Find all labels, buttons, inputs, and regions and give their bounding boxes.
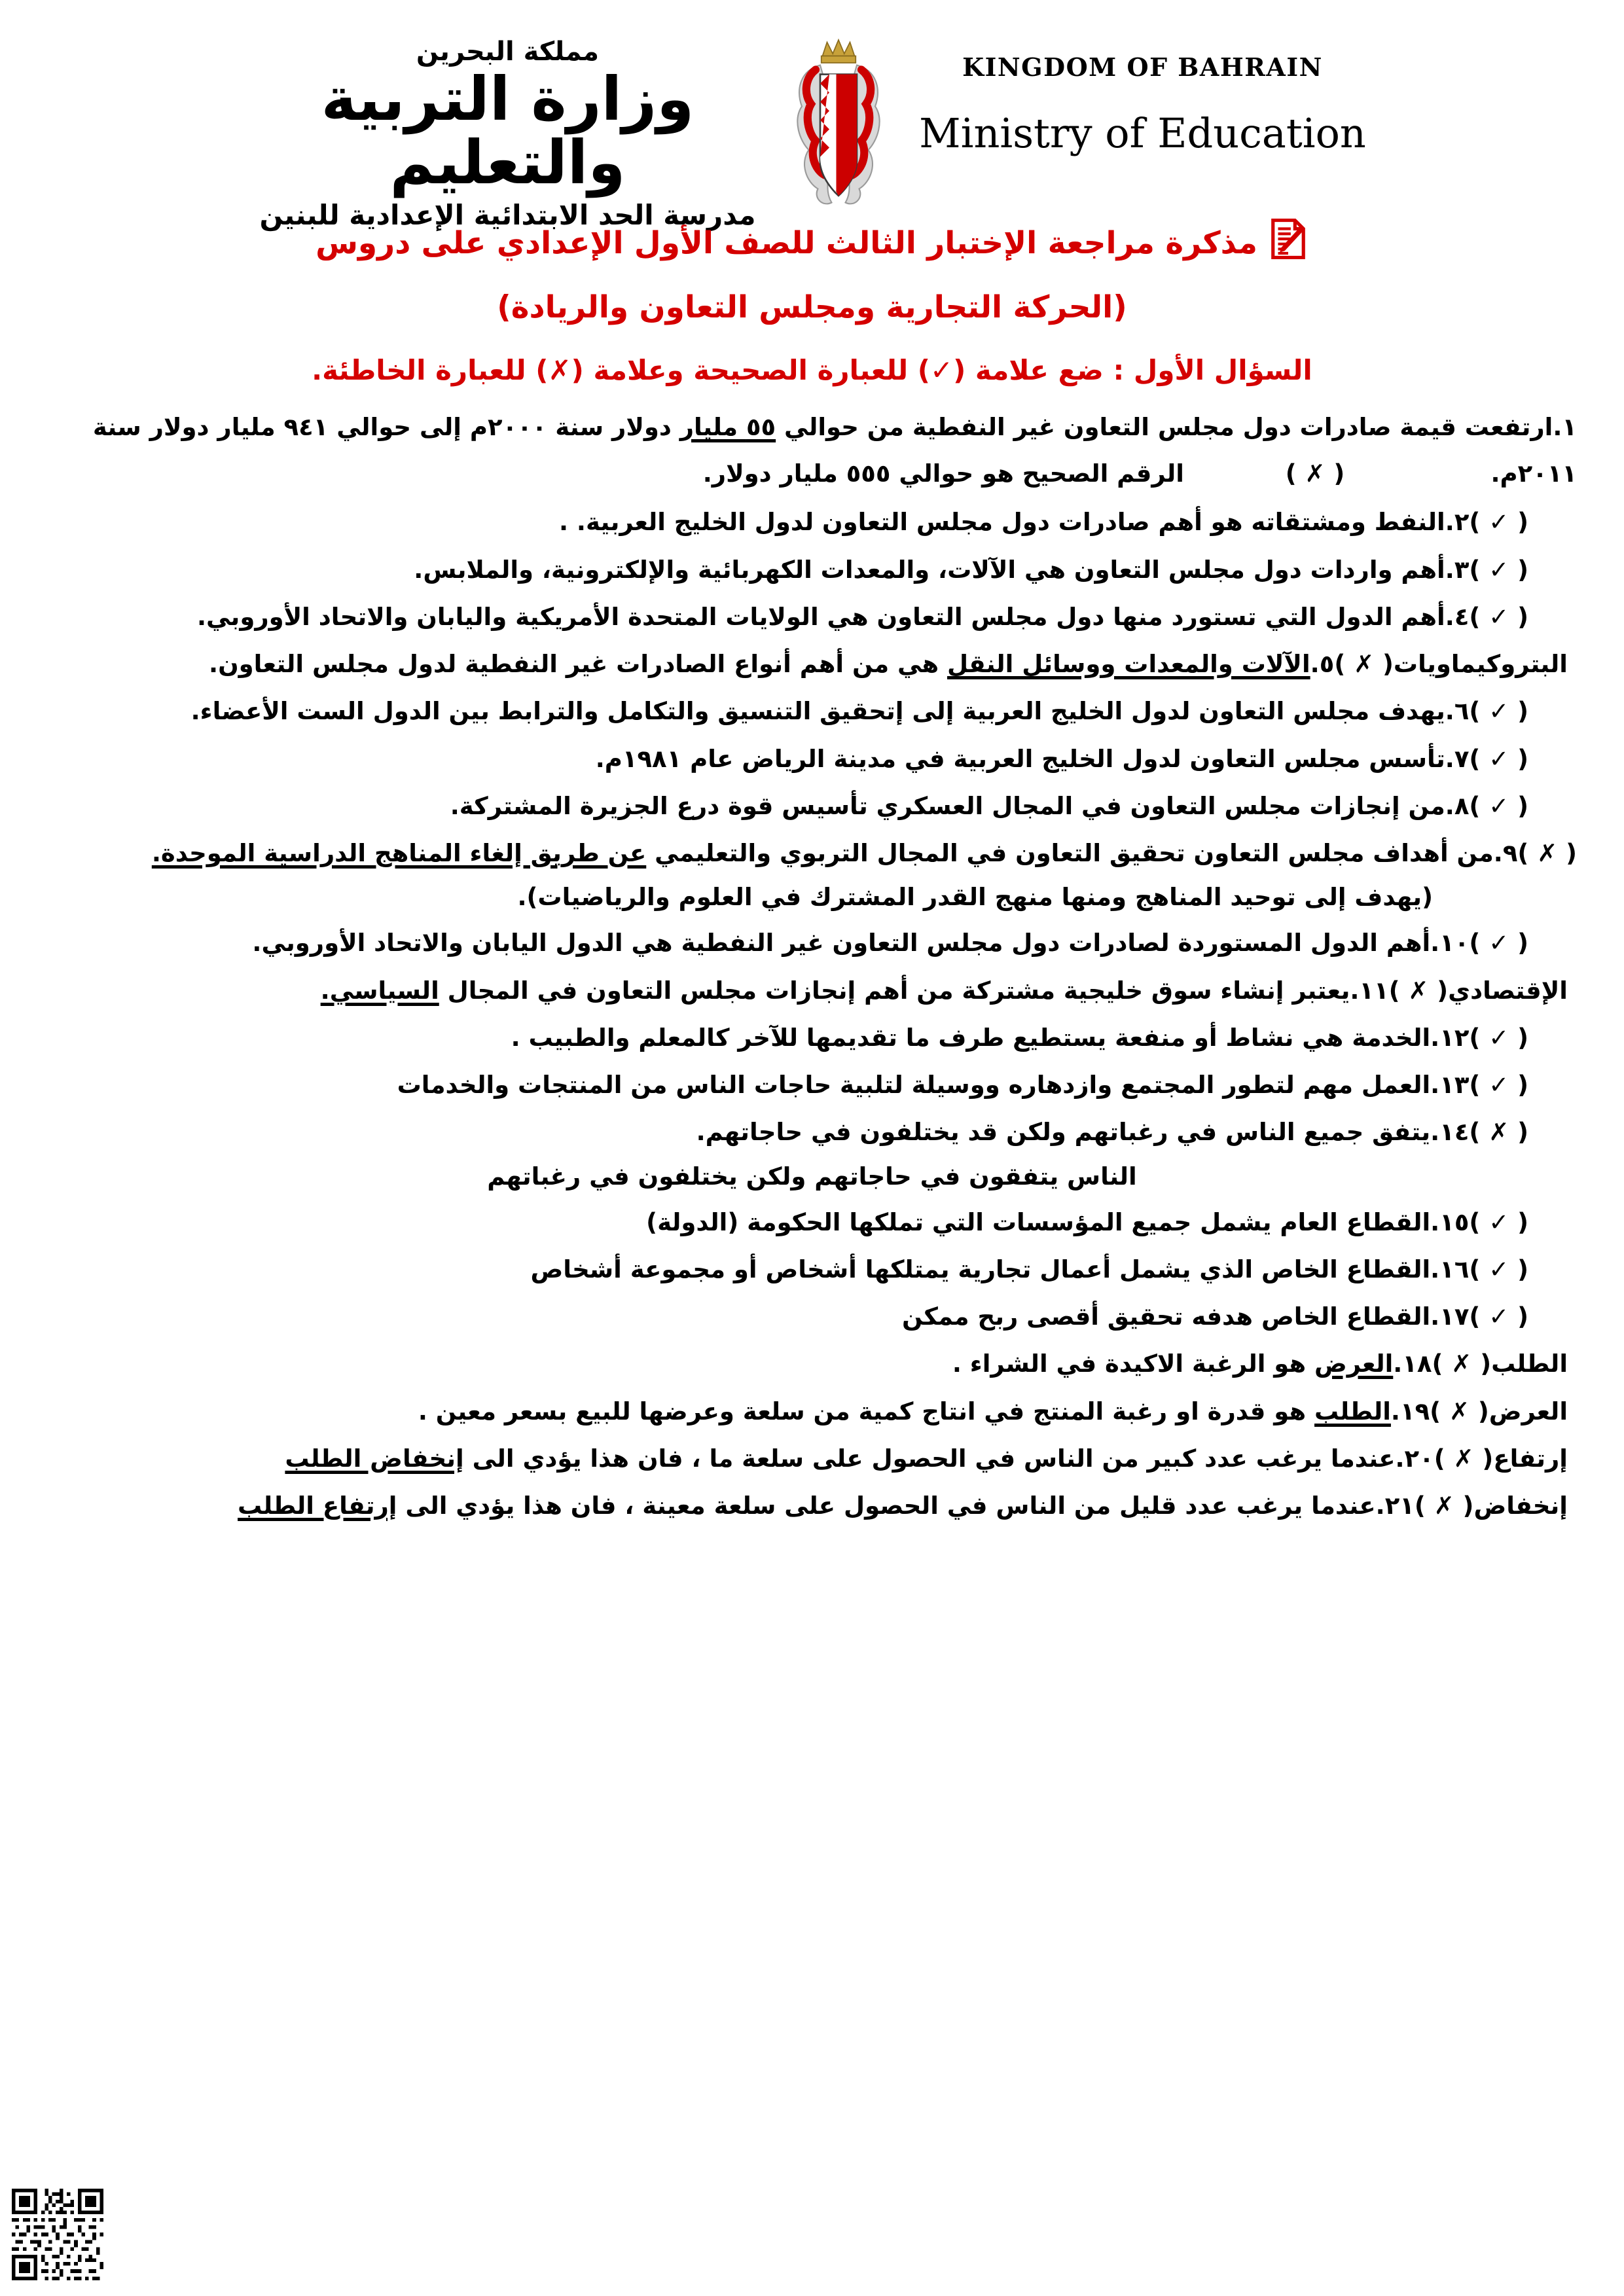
answer-mark[interactable]: ( ✗ ) xyxy=(1388,976,1449,1005)
question-text xyxy=(47,1117,1469,1147)
question-text xyxy=(47,1208,1469,1238)
question-text xyxy=(47,1349,1432,1379)
question-number: ١٩. xyxy=(1390,1397,1430,1426)
question-text xyxy=(47,928,1469,958)
question-number: ١١. xyxy=(1350,976,1389,1005)
question-number: ٢٠. xyxy=(1395,1444,1434,1473)
question-text xyxy=(47,1397,1430,1427)
question-text xyxy=(47,1070,1469,1100)
question-body: النفط ومشتقاته هو أهم صادرات دول مجلس التعاون لدول الخليج العربية. . xyxy=(558,508,1445,537)
question-body: العمل مهم لتطور المجتمع وازدهاره ووسيلة لتلبية حاجات الناس من المنتجات والخدمات xyxy=(397,1071,1431,1099)
question-number: ٨. xyxy=(1445,791,1470,820)
question-body: تأسس مجلس التعاون لدول الخليج العربية في مدينة الرياض عام ١٩٨١م. xyxy=(595,744,1445,773)
answer-mark[interactable]: ( ✓ ) xyxy=(1469,555,1528,584)
question-item xyxy=(47,555,1577,585)
question-1-second-line xyxy=(47,459,1577,488)
question-14-correction-note: الناس يتفقون في حاجاتهم ولكن يختلفون في رغباتهم xyxy=(487,1162,1137,1191)
question-body: هو قدرة او رغبة المنتج في انتاج كمية من سلعة وعرضها للبيع بسعر معين . xyxy=(418,1397,1315,1426)
underlined-value: إرتفاع الطلب xyxy=(238,1492,397,1520)
answer-mark[interactable]: ( ✓ ) xyxy=(1469,1023,1528,1052)
question-number: ٢١. xyxy=(1375,1492,1415,1520)
question-text xyxy=(47,838,1517,869)
underlined-value: إنخفاض الطلب xyxy=(285,1444,464,1473)
question-item xyxy=(47,1208,1577,1238)
question-number: ١٥. xyxy=(1430,1208,1470,1236)
question-body-q1: ارتفعت قيمة صادرات دول مجلس التعاون غير النفطية من حوالي ٥٥ مليار دولار سنة ٢٠٠٠م إلى حوالي ٩٤١ مليار دولار سنة xyxy=(92,413,1553,441)
question-item xyxy=(47,1117,1577,1147)
question-item xyxy=(47,1070,1577,1100)
school-name-arabic: مدرسة الحد الابتدائية الإعدادية للبنين xyxy=(259,199,756,232)
question-text xyxy=(47,696,1469,726)
question-text xyxy=(47,791,1469,821)
question-body: عندما يرغب عدد قليل من الناس في الحصول على سلعة معينة ، فان هذا يؤدي الى xyxy=(397,1492,1376,1520)
question-number: ١٢. xyxy=(1430,1023,1470,1052)
question-one-heading: السؤال الأول : ضع علامة (✓) للعبارة الصحيحة وعلامة (✗) للعبارة الخاطئة. xyxy=(312,354,1312,386)
question-text xyxy=(47,555,1469,585)
letterhead-arabic xyxy=(253,26,763,230)
question-item xyxy=(47,696,1577,726)
question-item xyxy=(47,1023,1577,1053)
question-number: ١. xyxy=(1553,413,1577,441)
underlined-value: الآلات والمعدات ووسائل النقل xyxy=(947,650,1310,678)
kingdom-name-english: KINGDOM OF BAHRAIN xyxy=(962,52,1323,82)
question-body: عندما يرغب عدد كبير من الناس في الحصول على سلعة ما ، فان هذا يؤدي الى xyxy=(463,1444,1396,1473)
answer-mark[interactable]: ( ✓ ) xyxy=(1469,1255,1528,1283)
question-item xyxy=(47,1491,1577,1521)
answer-mark[interactable]: ( ✓ ) xyxy=(1469,791,1528,820)
question-body: يهدف مجلس التعاون لدول الخليج العربية إلى إتحقيق التنسيق والتكامل والترابط بين الدول الست الأعضاء. xyxy=(190,697,1445,726)
qr-code[interactable] xyxy=(12,2189,103,2280)
worksheet-title-line-2: (الحركة التجارية ومجلس التعاون والريادة) xyxy=(497,289,1127,325)
question-item xyxy=(47,507,1577,537)
ministry-name-arabic: وزارة التربية والتعليم xyxy=(321,64,695,198)
question-item xyxy=(47,1302,1577,1332)
question-text xyxy=(47,1255,1469,1285)
underlined-value: عن طريق إلغاء المناهج الدراسية الموحدة. xyxy=(151,839,647,867)
question-item xyxy=(47,744,1577,774)
question-number: ٥. xyxy=(1310,650,1335,678)
correction-text: البتروكيماويات xyxy=(1393,650,1568,678)
question-text xyxy=(47,649,1334,679)
question-number: ٦. xyxy=(1445,697,1470,726)
question-text xyxy=(47,744,1469,774)
correction-text: إنخفاض xyxy=(1473,1492,1568,1520)
question-item xyxy=(47,976,1577,1006)
question-item xyxy=(47,1349,1577,1379)
question-body: الخدمة هي نشاط أو منفعة يستطيع طرف ما تقديمها للآخر كالمعلم والطبيب . xyxy=(511,1023,1431,1052)
question-body: هو الرغبة الاكيدة في الشراء . xyxy=(952,1350,1315,1378)
answer-mark[interactable]: ( ✗ ) xyxy=(1434,1444,1494,1473)
question-text xyxy=(47,976,1389,1006)
answer-mark[interactable]: ( ✓ ) xyxy=(1469,929,1528,958)
question-item xyxy=(47,1255,1577,1285)
question-list xyxy=(47,412,1577,1521)
question-item xyxy=(47,1397,1577,1427)
question-number: ٢. xyxy=(1445,508,1470,537)
question-body: أهم الدول التي تستورد منها دول مجلس التعاون هي الولايات المتحدة الأمريكية واليابان والاتحاد الأوروبي. xyxy=(196,602,1445,631)
question-item xyxy=(47,928,1577,958)
question-item xyxy=(47,791,1577,821)
answer-mark[interactable]: ( ✗ ) xyxy=(1285,459,1345,488)
question-body: أهم واردات دول مجلس التعاون هي الآلات، والمعدات الكهربائية والإلكترونية، والملابس. xyxy=(414,555,1445,584)
underlined-value: ٥٥ مليار xyxy=(679,413,776,441)
ministry-name-english: Ministry of Education xyxy=(919,109,1366,157)
correction-text: الإقتصادي xyxy=(1448,976,1568,1005)
worksheet-title-line-1: مذكرة مراجعة الإختبار الثالث للصف الأول الإعدادي على دروس xyxy=(316,224,1257,261)
answer-mark[interactable]: ( ✓ ) xyxy=(1469,508,1528,537)
answer-mark[interactable]: ( ✓ ) xyxy=(1469,697,1528,726)
question-number: ١٤. xyxy=(1430,1118,1470,1147)
underlined-value: الطلب xyxy=(1314,1397,1391,1426)
question-number: ٩. xyxy=(1493,839,1518,867)
question-body: القطاع العام يشمل جميع المؤسسات التي تملكها الحكومة (الدولة) xyxy=(646,1208,1431,1236)
question-number: ١٠. xyxy=(1430,929,1470,958)
answer-mark[interactable]: ( ✓ ) xyxy=(1469,1208,1528,1236)
question-1-year: ٢٠١١م. xyxy=(1490,459,1577,488)
question-body: من أهداف مجلس التعاون تحقيق التعاون في المجال التربوي والتعليمي xyxy=(646,839,1494,867)
answer-mark[interactable]: ( ✗ ) xyxy=(1469,1118,1528,1147)
question-text xyxy=(47,1302,1469,1332)
question-text xyxy=(47,1444,1434,1474)
question-item xyxy=(47,602,1577,632)
question-number: ٧. xyxy=(1445,744,1470,773)
correction-text: الطلب xyxy=(1491,1350,1568,1378)
answer-mark[interactable]: ( ✗ ) xyxy=(1517,839,1577,867)
correction-text: العرض xyxy=(1489,1397,1568,1426)
question-item xyxy=(47,1444,1577,1474)
question-text xyxy=(47,1023,1469,1053)
question-number: ٤. xyxy=(1445,602,1470,631)
question-body: أهم الدول المستوردة لصادرات دول مجلس التعاون غير النفطية هي الدول اليابان والاتحاد الأوروبي. xyxy=(252,929,1431,958)
worksheet-title-row xyxy=(0,219,1624,267)
answer-mark[interactable]: ( ✓ ) xyxy=(1469,744,1528,773)
question-body: القطاع الخاص الذي يشمل أعمال تجارية يمتلكها أشخاص أو مجموعة أشخاص xyxy=(530,1255,1431,1283)
bahrain-coat-of-arms-icon xyxy=(763,26,914,219)
question-body: هي من أهم أنواع الصادرات غير النفطية لدول مجلس التعاون. xyxy=(209,650,948,678)
question-text xyxy=(47,1491,1415,1521)
question-number: ١٧. xyxy=(1430,1302,1470,1331)
question-body: القطاع الخاص هدفه تحقيق أقصى ربح ممكن xyxy=(902,1302,1431,1331)
question-item xyxy=(47,838,1577,869)
answer-mark[interactable]: ( ✓ ) xyxy=(1469,1302,1528,1331)
correction-note: الرقم الصحيح هو حوالي ٥٥٥ مليار دولار. xyxy=(702,459,1184,488)
answer-mark[interactable]: ( ✗ ) xyxy=(1432,1350,1492,1378)
answer-mark[interactable]: ( ✗ ) xyxy=(1430,1397,1489,1426)
kingdom-name-arabic: مملكة البحرين xyxy=(416,37,600,67)
question-item xyxy=(47,649,1577,679)
answer-mark[interactable]: ( ✗ ) xyxy=(1414,1492,1474,1520)
answer-mark[interactable]: ( ✓ ) xyxy=(1469,1071,1528,1099)
question-body: يتفق جميع الناس في رغباتهم ولكن قد يختلفون في حاجاتهم. xyxy=(696,1118,1431,1147)
correction-text: إرتفاع xyxy=(1493,1444,1568,1473)
underlined-value: العرض xyxy=(1314,1350,1394,1378)
question-item xyxy=(47,412,1577,442)
question-body: يعتبر إنشاء سوق خليجية مشتركة من أهم إنجازات مجلس التعاون في المجال xyxy=(439,976,1350,1005)
question-text xyxy=(47,507,1469,537)
question-number: ١٦. xyxy=(1430,1255,1470,1283)
letterhead-english xyxy=(914,26,1372,157)
note-pencil-icon xyxy=(1268,219,1308,267)
question-body: من إنجازات مجلس التعاون في المجال العسكري تأسيس قوة درع الجزيرة المشتركة. xyxy=(450,791,1445,820)
question-number: ١٣. xyxy=(1430,1071,1470,1099)
question-number: ١٨. xyxy=(1393,1350,1432,1378)
underlined-value: السياسي. xyxy=(320,976,439,1005)
answer-mark[interactable]: ( ✗ ) xyxy=(1334,650,1394,678)
question-text xyxy=(47,602,1469,632)
question-text xyxy=(47,412,1577,442)
question-9-correction-note: (يهدف إلى توحيد المناهج ومنها منهج القدر المشترك في العلوم والرياضيات). xyxy=(517,883,1433,912)
letterhead xyxy=(0,0,1624,232)
question-number: ٣. xyxy=(1445,555,1470,584)
title-block xyxy=(0,219,1624,386)
answer-mark[interactable]: ( ✓ ) xyxy=(1469,602,1528,631)
